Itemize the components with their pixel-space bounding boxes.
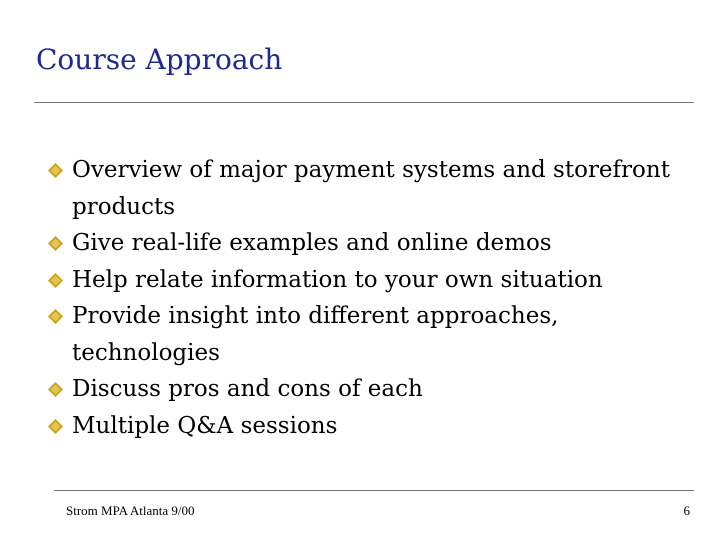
bullet-item [48,408,688,445]
bullet-text: Help relate information to your own situation [72,266,603,293]
bullet-text: Provide insight into different approaches, technologies [72,303,559,366]
bullet-text: Discuss pros and cons of each [72,376,423,402]
footer-divider [54,490,694,491]
title-divider [34,102,694,103]
bullet-item [48,152,688,225]
bullet-item [48,262,688,299]
diamond-bullet-icon [48,382,63,397]
diamond-bullet-icon [48,273,63,288]
page-number: 6 [683,503,690,518]
diamond-bullet-icon [48,419,63,434]
footer-text: Strom MPA Atlanta 9/00 [66,503,195,518]
diamond-bullet-icon [48,309,63,324]
diamond-bullet-icon [48,236,63,251]
bullet-item [48,298,688,371]
slide-title: Course Approach [36,43,283,76]
bullet-text: Give real-life examples and online demos [72,230,552,256]
bullet-item [48,225,688,262]
diamond-bullet-icon [48,163,63,178]
bullet-text: Multiple Q&A sessions [72,412,338,439]
bullet-item [48,371,688,408]
bullet-list [48,152,688,444]
bullet-text: Overview of major payment systems and storefront products [72,157,670,220]
